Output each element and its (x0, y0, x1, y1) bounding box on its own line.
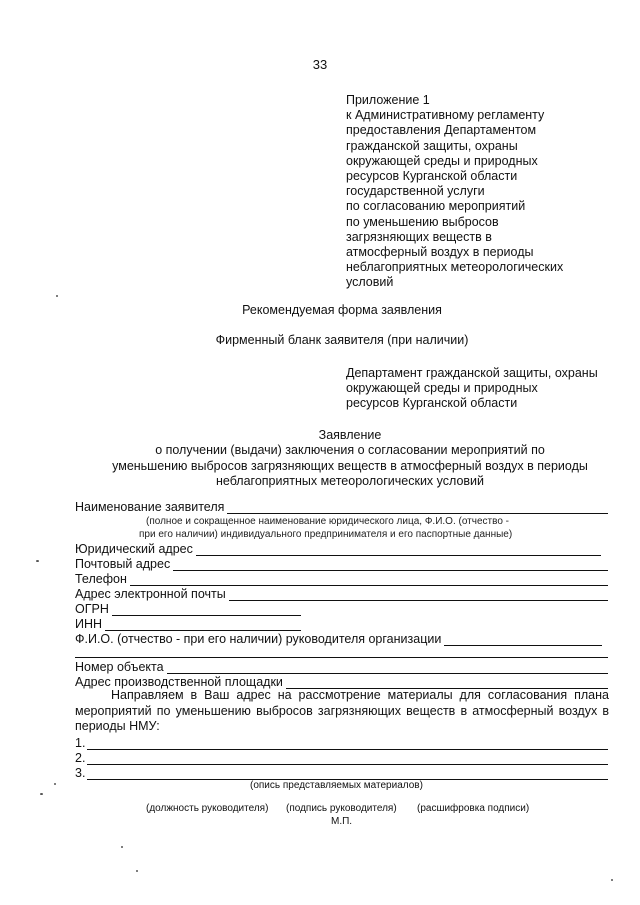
applicant-name-field[interactable] (227, 502, 608, 514)
appendix-line: неблагоприятных метеорологических (346, 260, 564, 275)
appendix-line: условий (346, 275, 394, 290)
legal-address-row (75, 542, 601, 556)
appendix-line: к Административному регламенту (346, 108, 545, 123)
signature-decoding-label: (расшифровка подписи) (417, 803, 530, 814)
scan-speck (36, 560, 39, 562)
appendix-line: ресурсов Курганской области (346, 169, 518, 184)
signature-sign-label: (подпись руководителя) (286, 803, 397, 814)
appendix-line: по согласованию мероприятий (346, 199, 526, 214)
appendix-block (346, 93, 626, 291)
scan-speck (54, 783, 56, 785)
scan-speck (121, 846, 123, 848)
object-number-row (75, 660, 608, 674)
materials-hint: (опись представляемых материалов) (250, 780, 423, 791)
scan-speck (136, 870, 138, 872)
material-item-row (75, 736, 608, 750)
material-item-number: 2. (75, 751, 86, 765)
request-paragraph-text: Направляем в Ваш адрес на рассмотрение материалы для согласования плана мероприятий по уменьшению выбросов загрязняющих веществ в атмосферный воздух в периоды НМУ: (75, 688, 609, 733)
addressee-line: окружающей среды и природных (346, 381, 538, 395)
inn-row (75, 617, 301, 631)
head-name-extra-line[interactable] (75, 657, 608, 658)
appendix-line: предоставления Департаментом (346, 123, 537, 138)
legal-address-field[interactable] (196, 544, 601, 556)
inn-field[interactable] (105, 619, 301, 631)
material-item-row (75, 766, 608, 780)
letterhead-note: Фирменный бланк заявителя (при наличии) (215, 333, 469, 347)
addressee-line: Департамент гражданской защиты, охраны (346, 366, 598, 380)
addressee-line: ресурсов Курганской области (346, 396, 518, 410)
email-label: Адрес электронной почты (75, 587, 226, 601)
phone-row (75, 572, 608, 586)
recommended-form-heading: Рекомендуемая форма заявления (242, 303, 442, 317)
application-title-line: неблагоприятных метеорологических условий (215, 474, 485, 489)
applicant-hint-line: при его наличии) индивидуального предпринимателя и его паспортные данные) (139, 529, 513, 540)
inn-label: ИНН (75, 617, 103, 631)
applicant-name-row (75, 500, 608, 514)
application-title-line: уменьшению выбросов загрязняющих веществ в атмосферный воздух в периоды (112, 458, 588, 473)
site-address-label: Адрес производственной площадки (75, 675, 283, 689)
head-name-label: Ф.И.О. (отчество - при его наличии) руководителя организации (75, 632, 442, 646)
postal-address-row (75, 557, 608, 571)
object-number-label: Номер объекта (75, 660, 164, 674)
applicant-hint-line: (полное и сокращенное наименование юридического лица, Ф.И.О. (отчество - (146, 516, 509, 527)
material-item-field[interactable] (87, 768, 608, 780)
material-item-field[interactable] (87, 738, 608, 750)
appendix-line: загрязняющих веществ в (346, 229, 492, 244)
phone-label: Телефон (75, 572, 127, 586)
scan-speck (56, 295, 58, 297)
legal-address-label: Юридический адрес (75, 542, 193, 556)
object-number-field[interactable] (167, 662, 608, 674)
signature-position-label: (должность руководителя) (146, 803, 269, 814)
appendix-line: Приложение 1 (346, 93, 430, 107)
application-title-line: о получении (выдачи) заключения о согласовании мероприятий по (155, 443, 545, 458)
appendix-line: по уменьшению выбросов (346, 214, 499, 229)
material-item-number: 1. (75, 736, 86, 750)
postal-address-field[interactable] (173, 559, 608, 571)
appendix-line: окружающей среды и природных (346, 153, 538, 168)
addressee-block (346, 366, 636, 411)
site-address-row (75, 675, 608, 689)
email-row (75, 587, 608, 601)
scan-speck (40, 793, 43, 795)
appendix-line: атмосферный воздух в периоды (346, 245, 534, 260)
head-name-field[interactable] (444, 634, 602, 646)
application-title-line: Заявление (318, 428, 382, 442)
applicant-name-label: Наименование заявителя (75, 500, 225, 514)
ogrn-row (75, 602, 301, 616)
ogrn-label: ОГРН (75, 602, 109, 616)
appendix-line: государственной услуги (346, 184, 485, 199)
postal-address-label: Почтовый адрес (75, 557, 171, 571)
page-number: 33 (312, 57, 328, 72)
scan-speck (611, 879, 613, 881)
material-item-number: 3. (75, 766, 86, 780)
application-title (30, 428, 640, 490)
material-item-row (75, 751, 608, 765)
request-paragraph (75, 688, 609, 735)
material-item-field[interactable] (87, 753, 608, 765)
email-field[interactable] (229, 589, 608, 601)
ogrn-field[interactable] (112, 604, 301, 616)
stamp-label: М.П. (331, 816, 353, 827)
phone-field[interactable] (130, 574, 608, 586)
appendix-line: гражданской защиты, охраны (346, 138, 518, 153)
head-name-row (75, 632, 602, 646)
